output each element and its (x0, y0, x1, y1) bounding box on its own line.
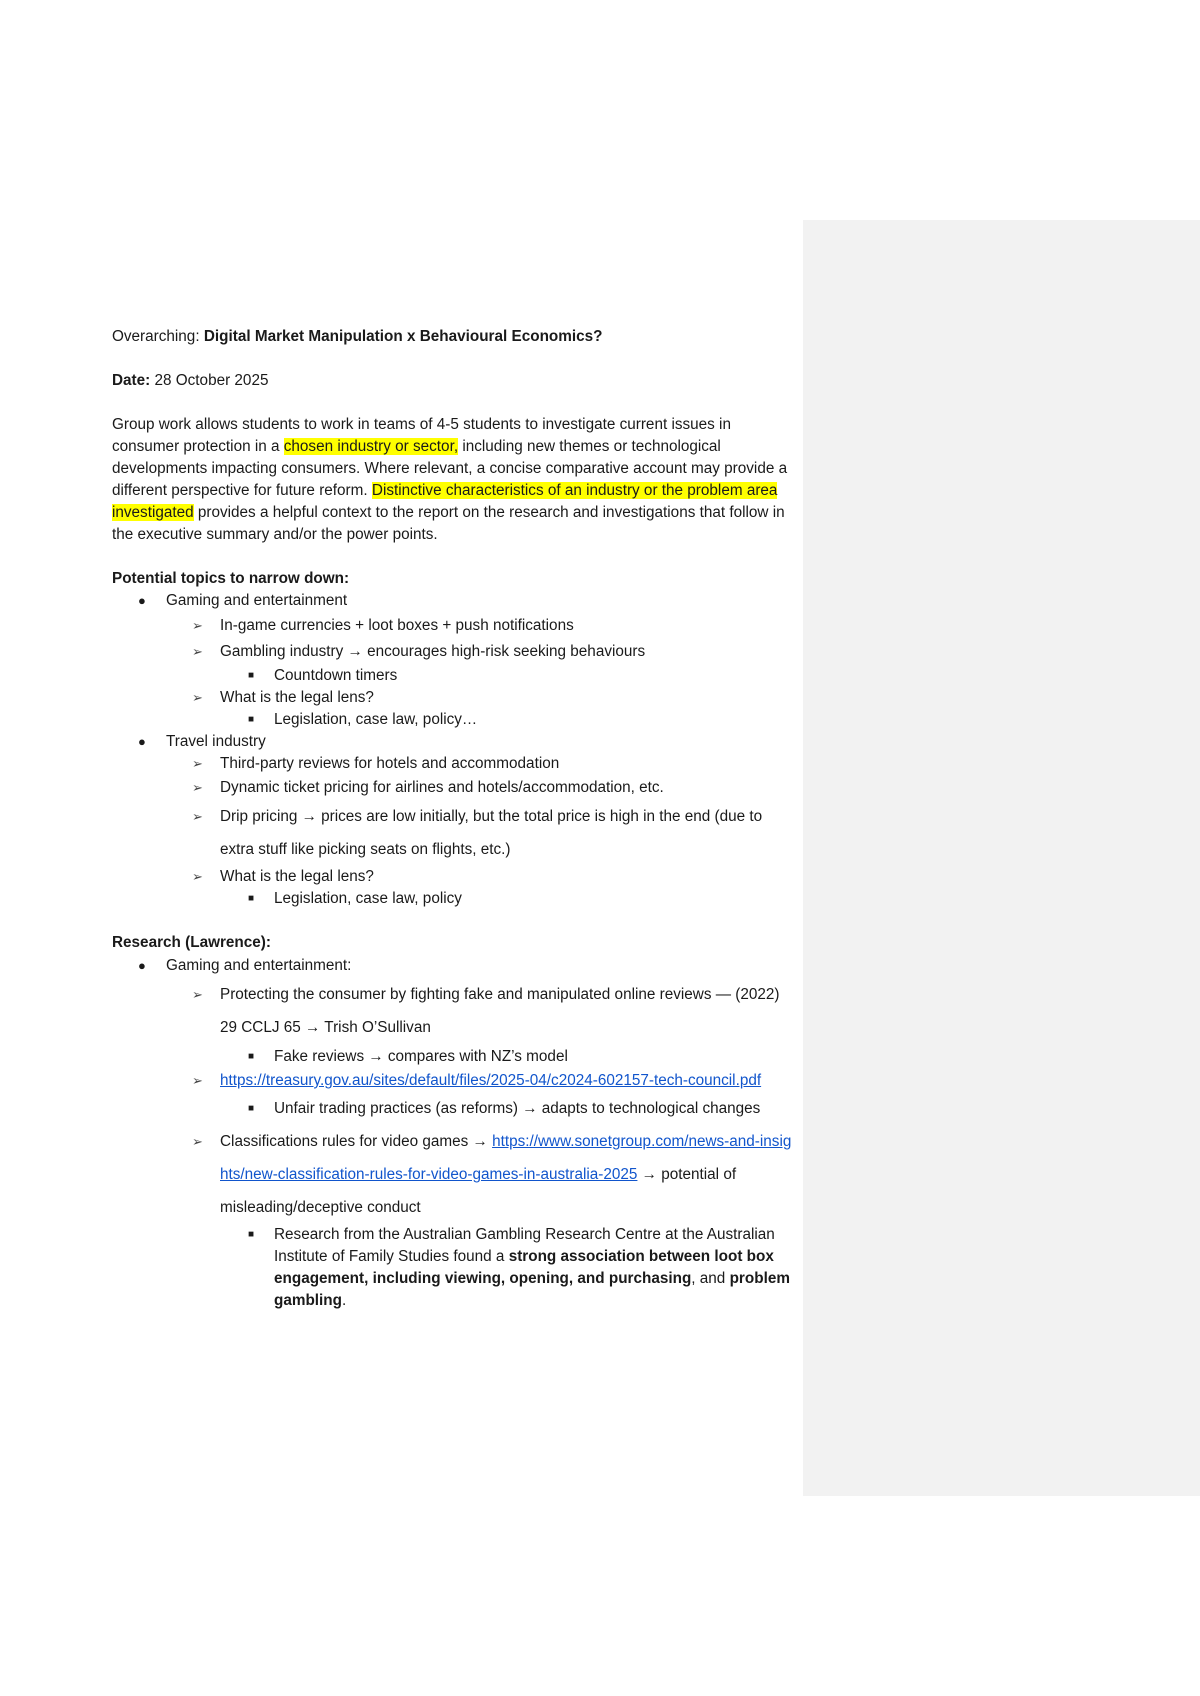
square-bullet-icon: ■ (248, 893, 255, 904)
research-list (112, 954, 792, 1312)
intro-text-3: provides a helpful context to the report on the research and investigations that follow in the executive summary and/or the power points. (112, 504, 785, 543)
arrow-bullet-icon: ➢ (192, 809, 203, 824)
document-body (112, 326, 792, 1312)
list-item (112, 1224, 792, 1312)
research-heading: Research (Lawrence): (112, 934, 271, 951)
list-item (112, 1092, 792, 1125)
list-item-text: , and (691, 1270, 730, 1287)
arrow-bullet-icon: ➢ (192, 756, 203, 771)
date-line (112, 370, 792, 392)
list-item-text: What is the legal lens? (220, 868, 374, 885)
list-item-text: Fake reviews → compares with NZ’s model (274, 1048, 568, 1065)
date-label: Date: (112, 372, 151, 389)
list-item-text: Drip pricing → prices are low initially, but the total price is high in the end (due to extra stuff like picking seats on flights, etc.) (220, 808, 763, 858)
list-item (112, 639, 792, 665)
sonet-group-link[interactable]: https://www.sonetgroup.com/news-and-insights/new-classification-rules-for-video-games-in-australia-2025 (220, 1133, 792, 1183)
list-item (112, 612, 792, 639)
list-item (112, 1044, 792, 1070)
list-item-text: . (342, 1292, 347, 1309)
square-bullet-icon: ■ (248, 714, 255, 725)
comment-margin (803, 220, 1200, 1496)
arrow-bullet-icon: ➢ (192, 780, 203, 795)
intro-paragraph (112, 414, 792, 546)
list-item-text: Countdown timers (274, 667, 398, 684)
arrow-bullet-icon: ➢ (192, 644, 203, 659)
list-item (112, 800, 792, 866)
bold-finding-text: problem gambling (274, 1270, 790, 1309)
arrow-bullet-icon: ➢ (192, 1073, 203, 1088)
arrow-bullet-icon: ➢ (192, 987, 203, 1002)
tech-council-link[interactable]: https://treasury.gov.au/sites/default/files/2025-04/c2024-602157-tech-council.pdf (220, 1072, 762, 1089)
list-item-text: Research from the Australian Gambling Research Centre at the Australian Institute of Family Studies found a (274, 1226, 775, 1265)
overarching-line (112, 326, 792, 348)
list-item (112, 954, 792, 978)
bullet-icon: ● (138, 958, 146, 973)
square-bullet-icon: ■ (248, 1103, 255, 1114)
list-item (112, 665, 792, 687)
bullet-icon: ● (138, 734, 146, 749)
list-item-text: Third-party reviews for hotels and accommodation (220, 755, 560, 772)
bullet-icon: ● (138, 593, 146, 608)
list-item (112, 888, 792, 910)
square-bullet-icon: ■ (248, 1229, 255, 1240)
list-item-text: Legislation, case law, policy… (274, 711, 478, 728)
list-item-text: Protecting the consumer by fighting fake and manipulated online reviews — (2022) 29 CCLJ 65 → Trish O’Sullivan (220, 986, 780, 1036)
list-item (112, 866, 792, 888)
list-item-text: Unfair trading practices (as reforms) → adapts to technological changes (274, 1100, 761, 1117)
list-item (112, 687, 792, 709)
overarching-label: Overarching: (112, 328, 204, 345)
list-item-text: Gambling industry → encourages high-risk seeking behaviours (220, 643, 646, 660)
intro-highlight-2: Distinctive characteristics of an industry or the problem area investigated (112, 482, 778, 521)
list-item-text: → potential of misleading/deceptive conduct (220, 1166, 737, 1216)
list-item-text: Classifications rules for video games → (220, 1133, 493, 1150)
list-item (112, 1070, 792, 1092)
bold-finding-text: strong association between loot box engagement, including viewing, opening, and purchasing (274, 1248, 774, 1287)
list-item (112, 978, 792, 1044)
list-item (112, 709, 792, 731)
list-item-text: Gaming and entertainment: (166, 957, 352, 974)
list-item-text: In-game currencies + loot boxes + push notifications (220, 617, 574, 634)
topics-list (112, 590, 792, 910)
overarching-title: Digital Market Manipulation x Behavioural Economics? (203, 328, 603, 345)
list-item-text: Legislation, case law, policy (274, 890, 462, 907)
list-item (112, 753, 792, 775)
intro-highlight-1: chosen industry or sector, (283, 438, 459, 455)
arrow-bullet-icon: ➢ (192, 618, 203, 633)
list-item (112, 775, 792, 800)
square-bullet-icon: ■ (248, 670, 255, 681)
arrow-bullet-icon: ➢ (192, 1134, 203, 1149)
list-item-text: Dynamic ticket pricing for airlines and hotels/accommodation, etc. (220, 779, 664, 796)
date-value: 28 October 2025 (150, 372, 269, 389)
intro-text-1: Group work allows students to work in teams of 4-5 students to investigate current issues in consumer protection in a (112, 416, 731, 455)
list-item (112, 731, 792, 753)
arrow-bullet-icon: ➢ (192, 690, 203, 705)
square-bullet-icon: ■ (248, 1051, 255, 1062)
arrow-bullet-icon: ➢ (192, 869, 203, 884)
list-item-text: What is the legal lens? (220, 689, 374, 706)
list-item-text: Travel industry (166, 733, 266, 750)
topics-heading: Potential topics to narrow down: (112, 570, 350, 587)
list-item (112, 1125, 792, 1224)
intro-text-2: including new themes or technological developments impacting consumers. Where relevant, a concise comparative account may provide a different perspective for future reform. (112, 438, 788, 499)
list-item-text: Gaming and entertainment (166, 592, 348, 609)
list-item (112, 590, 792, 612)
